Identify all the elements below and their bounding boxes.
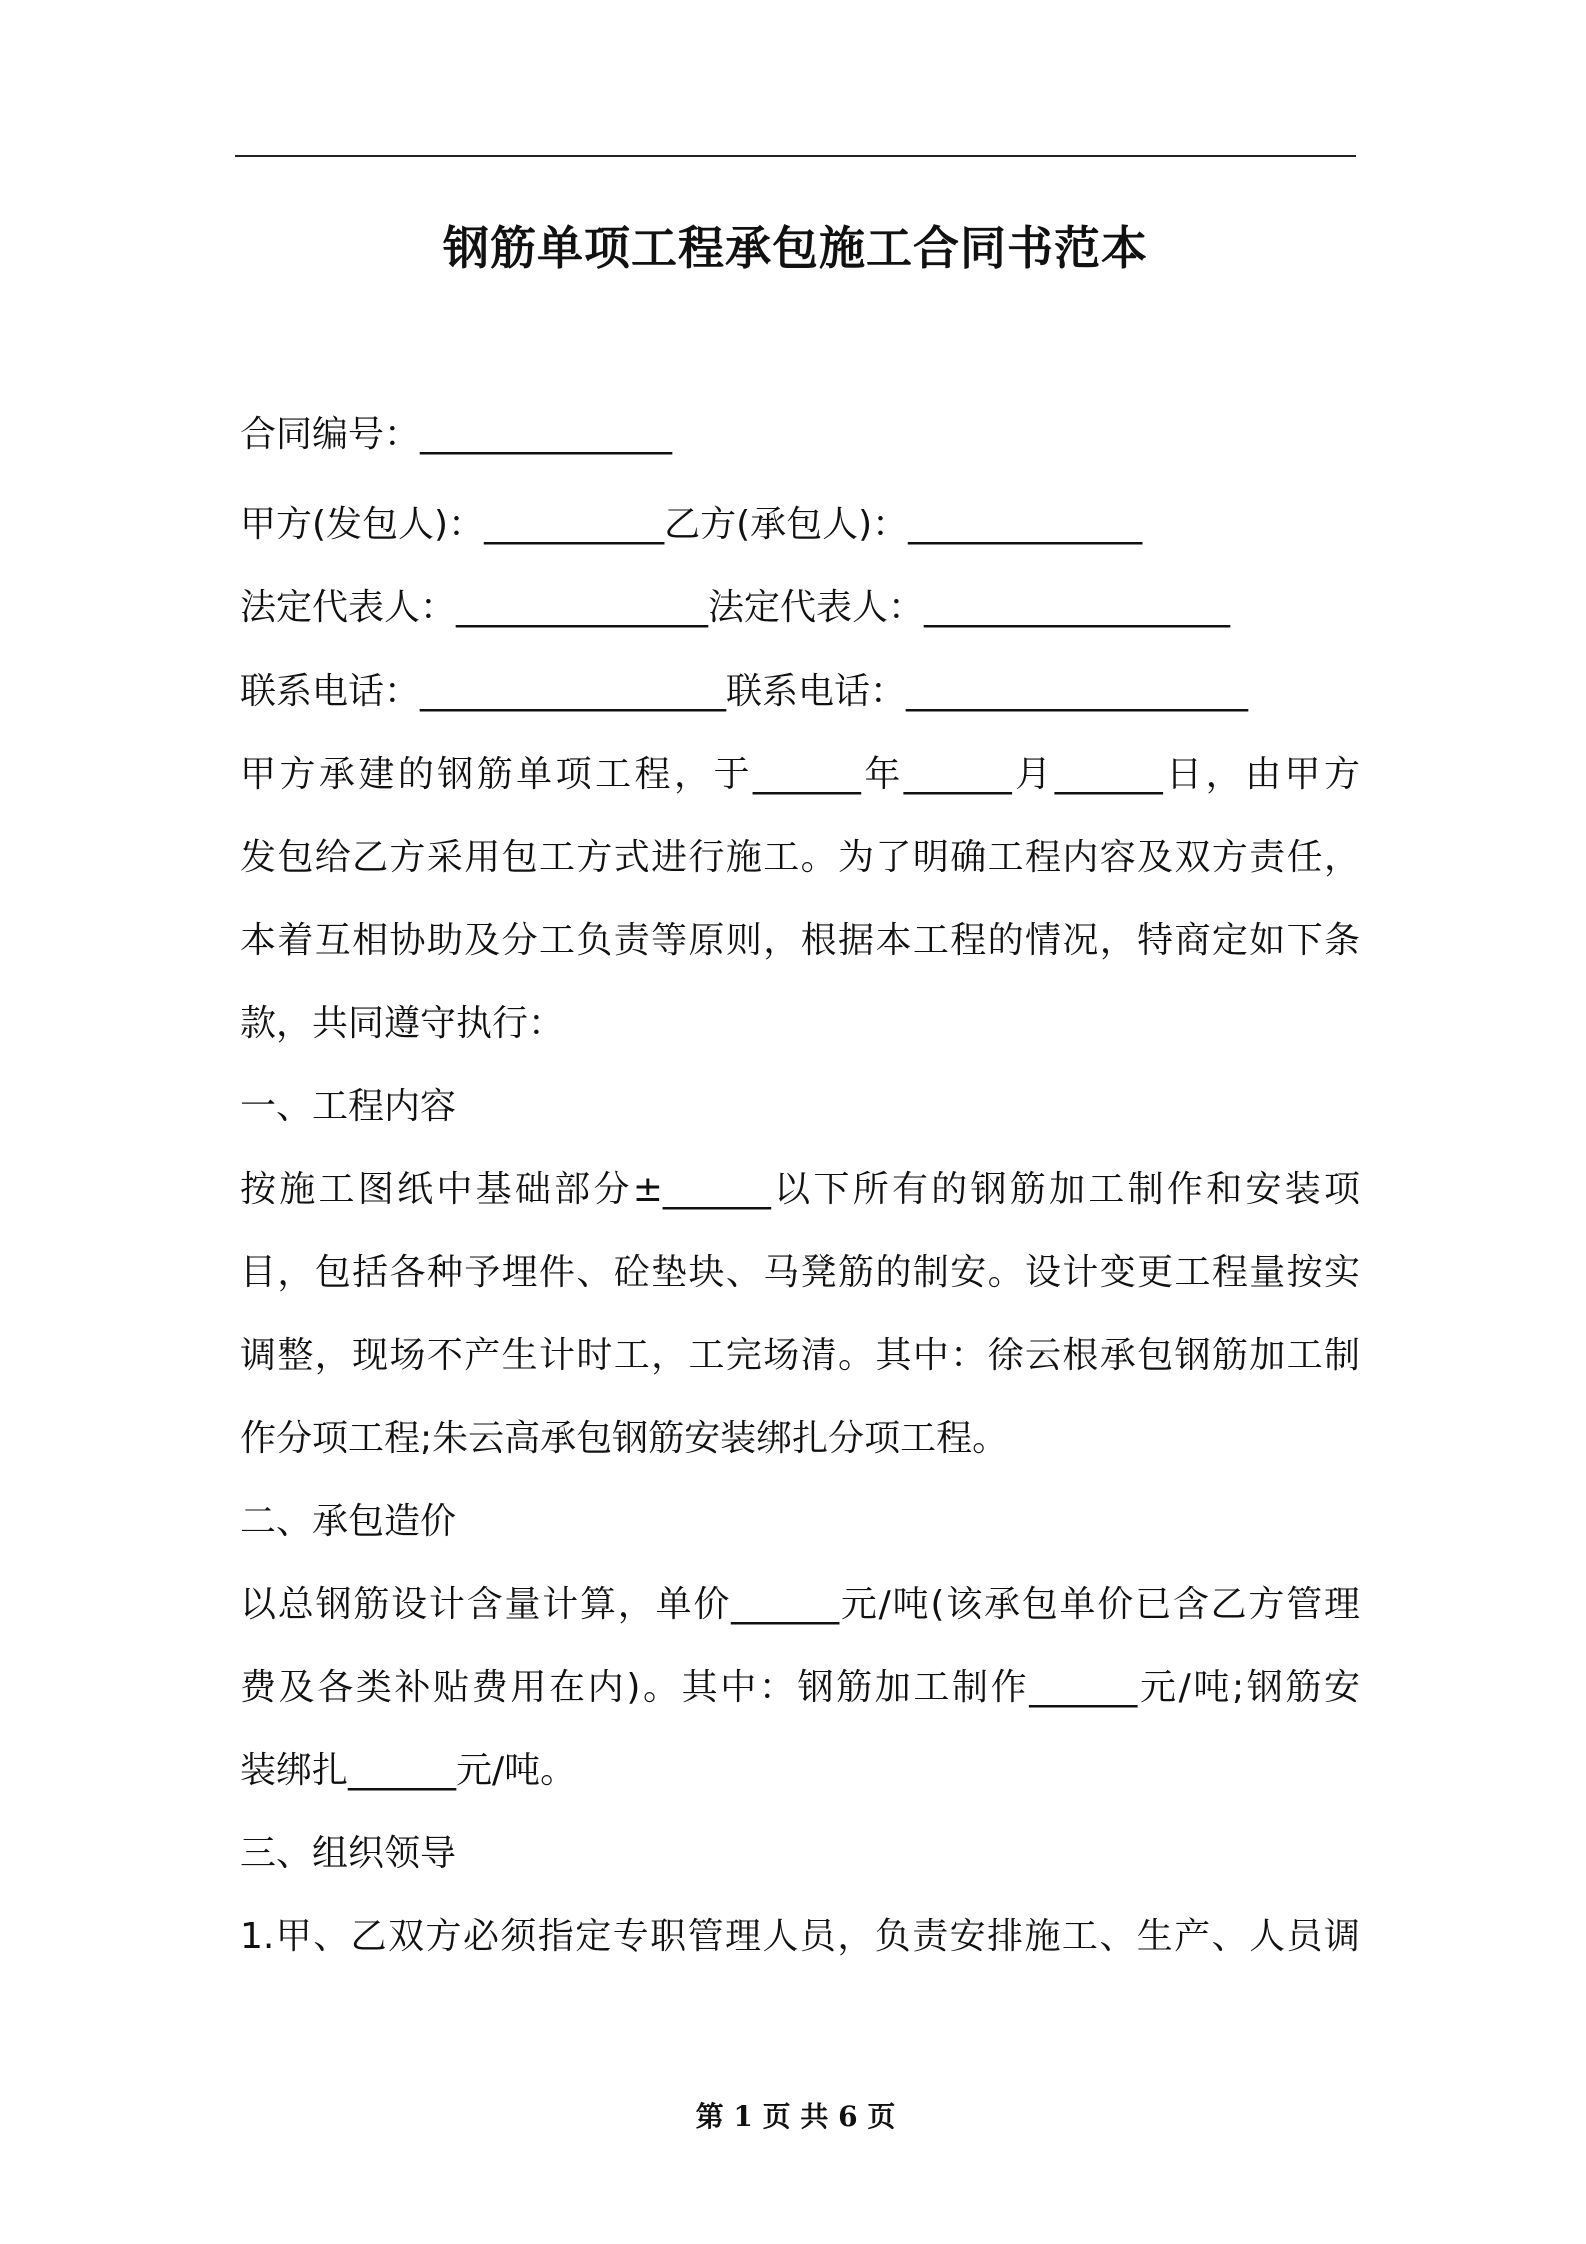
paragraph-line: 费及各类补贴费用在内)。其中：钢筋加工制作______元/吨;钢筋安: [240, 1667, 1360, 1708]
paragraph-line: 发包给乙方采用包工方式进行施工。为了明确工程内容及双方责任，: [240, 837, 1360, 878]
header-rule: [235, 155, 1356, 157]
legal-representative-line: 法定代表人：______________法定代表人：_________________: [240, 587, 1231, 628]
paragraph-line: 调整，现场不产生计时工，工完场清。其中：徐云根承包钢筋加工制: [240, 1335, 1360, 1376]
document-title: 钢筋单项工程承包施工合同书范本: [443, 221, 1148, 275]
paragraph-line: 目，包括各种予埋件、砼垫块、马凳筋的制安。设计变更工程量按实: [240, 1252, 1360, 1293]
section-heading: 三、组织领导: [240, 1833, 457, 1874]
section-heading: 一、工程内容: [240, 1086, 457, 1127]
page-number-footer: 第 1 页 共 6 页: [695, 2100, 896, 2133]
paragraph-line: 甲方承建的钢筋单项工程，于______年______月______日，由甲方: [240, 754, 1360, 795]
paragraph-line: 按施工图纸中基础部分±______以下所有的钢筋加工制作和安装项: [240, 1169, 1360, 1210]
party-names-line: 甲方(发包人)：__________乙方(承包人)：_____________: [240, 504, 1143, 545]
paragraph-line: 以总钢筋设计含量计算，单价______元/吨(该承包单价已含乙方管理: [240, 1584, 1360, 1625]
contract-number-line: 合同编号：______________: [240, 414, 673, 455]
paragraph-line: 款，共同遵守执行：: [240, 1003, 565, 1044]
paragraph-line: 作分项工程;朱云高承包钢筋安装绑扎分项工程。: [240, 1418, 1009, 1459]
contact-phone-line: 联系电话：_________________联系电话：___________________: [240, 671, 1249, 712]
paragraph-line: 1.甲、乙双方必须指定专职管理人员，负责安排施工、生产、人员调: [240, 1916, 1360, 1957]
section-heading: 二、承包造价: [240, 1501, 457, 1542]
paragraph-line: 本着互相协助及分工负责等原则，根据本工程的情况，特商定如下条: [240, 920, 1360, 961]
paragraph-line: 装绑扎______元/吨。: [240, 1750, 577, 1791]
